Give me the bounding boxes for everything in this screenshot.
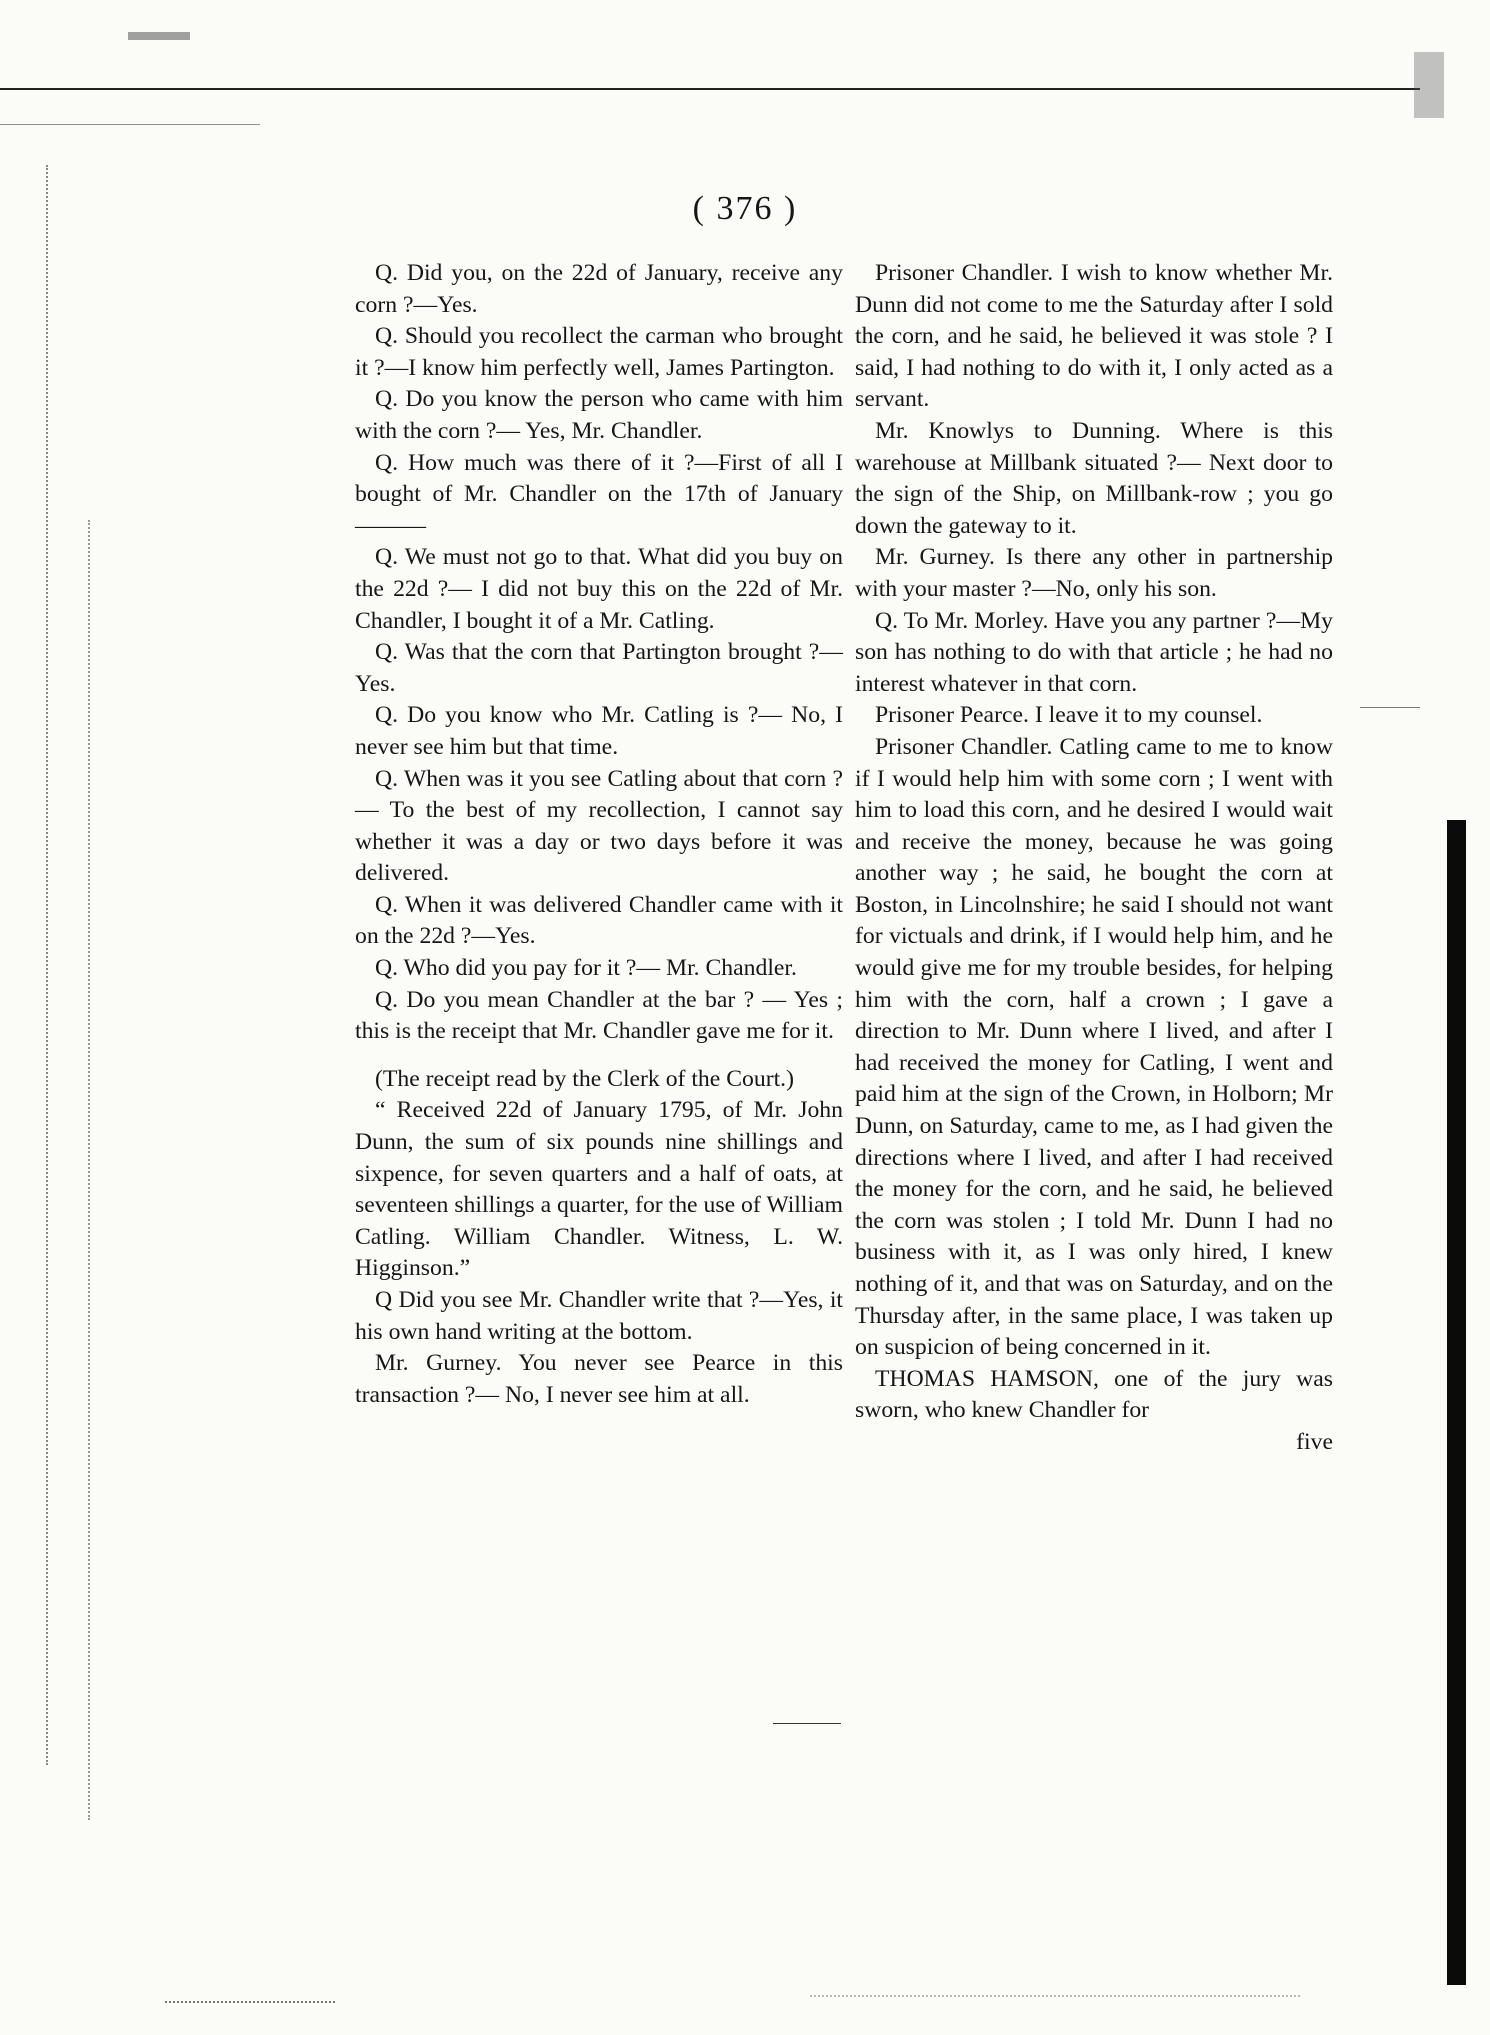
scan-edge-bar: [1447, 820, 1466, 1985]
receipt-text: “ Received 22d of January 1795, of Mr. John Dunn, the sum of six pounds nine shillings and sixpence, for seven quarters and a half of oats, at seventeen shillings a quarter, for the use of William Catling. William Chandler. Witness, L. W. Higginson.”: [355, 1097, 843, 1282]
paragraph: Q. Was that the corn that Partington brought ?— Yes.: [355, 639, 843, 697]
corner-mark: [128, 32, 190, 40]
paragraph: Q. Do you mean Chandler at the bar ? — Yes ; this is the receipt that Mr. Chandler gave me for it.: [355, 986, 843, 1045]
left-column: [355, 258, 843, 1411]
paragraph: Q. Who did you pay for it ?— Mr. Chandler.: [375, 955, 797, 982]
page-number: ( 376 ): [692, 190, 798, 227]
margin-mark: [88, 520, 92, 1820]
paragraph: Mr. Gurney. You never see Pearce in this transaction ?— No, I never see him at all.: [355, 1350, 843, 1408]
paragraph: Q. Should you recollect the carman who brought it ?—I know him perfectly well, James Partington.: [355, 323, 843, 381]
column-end-rule: [773, 1723, 841, 1724]
paragraph: THOMAS HAMSON, one of the jury was sworn, who knew Chandler for: [855, 1365, 1333, 1424]
paragraph: Q. How much was there of it ?—First of all I bought of Mr. Chandler on the 17th of January———: [355, 449, 843, 539]
catchword: five: [1296, 1428, 1333, 1455]
bottom-dots: [810, 1995, 1300, 1997]
receipt-heading: (The receipt read by the Clerk of the Court.): [375, 1065, 794, 1092]
bottom-dots: [165, 2001, 335, 2003]
paragraph: Mr. Knowlys to Dunning. Where is this warehouse at Millbank situated ?— Next door to the sign of the Ship, on Millbank-row ; you go down the gateway to it.: [855, 417, 1333, 539]
paragraph: Q. Did you, on the 22d of January, receive any corn ?—Yes.: [355, 260, 843, 318]
paragraph: Q. Do you know the person who came with him with the corn ?— Yes, Mr. Chandler.: [355, 386, 843, 444]
paragraph: Prisoner Chandler. I wish to know whether Mr. Dunn did not come to me the Saturday after I sold the corn, and he said, he believed it was stole ? I said, I had nothing to do with it, I only acted as a servant.: [855, 260, 1333, 413]
margin-tick: [1360, 707, 1420, 708]
paragraph: Q. To Mr. Morley. Have you any partner ?—My son has nothing to do with that article ; he had no interest whatever in that corn.: [855, 607, 1333, 697]
paragraph: Q. Do you know who Mr. Catling is ?— No, I never see him but that time.: [355, 702, 843, 760]
corner-mark-right: [1414, 52, 1444, 118]
paragraph: Q Did you see Mr. Chandler write that ?—Yes, it his own hand writing at the bottom.: [355, 1287, 843, 1345]
paragraph: Q. When it was delivered Chandler came with it on the 22d ?—Yes.: [355, 891, 843, 950]
paragraph: Q. When was it you see Catling about that corn ?— To the best of my recollection, I cannot say whether it was a day or two days before it was delivered.: [355, 765, 843, 887]
paragraph: Q. We must not go to that. What did you buy on the 22d ?— I did not buy this on the 22d of Mr. Chandler, I bought it of a Mr. Catling.: [355, 544, 843, 634]
top-rule: [0, 88, 1420, 90]
paragraph: Prisoner Pearce. I leave it to my counsel.: [875, 702, 1263, 729]
margin-mark: [46, 165, 50, 1765]
top-rule-short: [0, 124, 260, 125]
right-column: [855, 258, 1333, 1459]
paragraph: Prisoner Chandler. Catling came to me to know if I would help him with some corn ; I went with him to load this corn, and he desired I would wait and receive the money, because he was going another way ; he said, he bought the corn at Boston, in Lincolnshire; he said I should not want for victuals and drink, if I would help him, and he would give me for my trouble besides, for helping him with the corn, half a crown ; I gave a direction to Mr. Dunn where I lived, and after I had received the money for Catling, I went and paid him at the sign of the Crown, in Holborn; Mr Dunn, on Saturday, came to me, as I had given the directions where I lived, and after I had received the money for the corn, and he said, he believed the corn was stolen ; I told Mr. Dunn I had no business with it, as I was only hired, I knew nothing of it, and that was on Saturday, and on the Thursday after, in the same place, I was taken up on suspicion of being concerned in it.: [855, 733, 1333, 1361]
paragraph: Mr. Gurney. Is there any other in partnership with your master ?—No, only his son.: [855, 544, 1333, 602]
